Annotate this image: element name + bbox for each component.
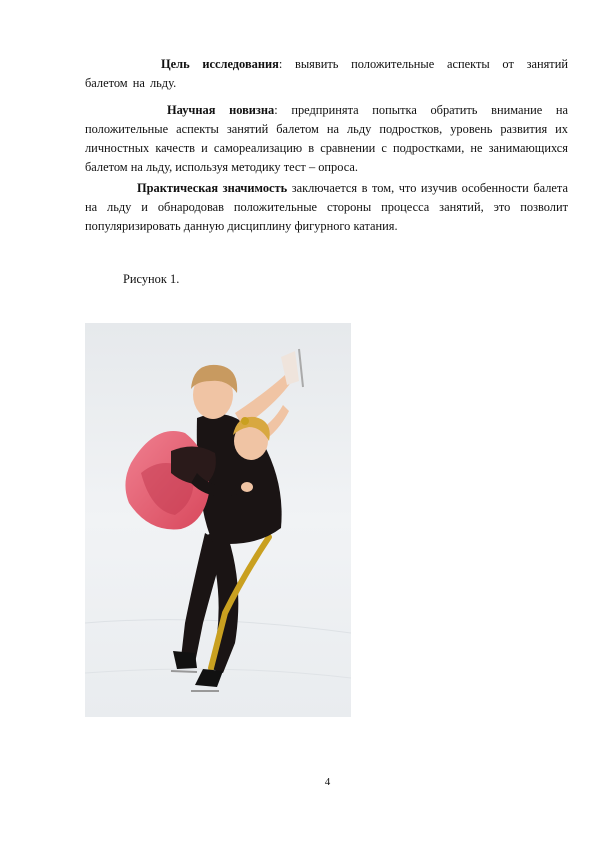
paragraph-lead: Научная новизна <box>167 103 275 117</box>
paragraph-lead: Практическая значимость <box>137 181 288 195</box>
figure-skating-photo <box>85 323 351 717</box>
paragraph-research-goal <box>85 55 568 93</box>
skate-boot <box>173 651 197 669</box>
paragraph-text: : предпринята попытка обратить внимание на положительные аспекты занятий балетом на льду подростков, уровень развития их личностных качеств и самореализацию в сравнении с подростками, не занимающихся балетом на льду, используя методику тест – опроса. <box>85 103 568 174</box>
paragraph-practical-significance <box>85 179 568 236</box>
paragraph-scientific-novelty <box>85 101 568 177</box>
page-number: 4 <box>324 776 331 788</box>
skate-blade <box>171 671 197 672</box>
ice-dance-pair-illustration <box>85 323 351 717</box>
male-hand <box>241 482 253 492</box>
hair-ornament <box>241 417 249 425</box>
paragraph-lead: Цель исследования <box>161 57 279 71</box>
paragraph-text: : выявить положительные аспекты от занятий балетом на льду. <box>85 57 568 90</box>
figure-caption: Рисунок 1. <box>123 272 180 286</box>
paragraph-text: заключается в том, что изучив особенности балета на льду и обнародовав положительные стороны процесса занятий, это позволит популяризировать данную дисциплину фигурного катания. <box>85 181 568 233</box>
